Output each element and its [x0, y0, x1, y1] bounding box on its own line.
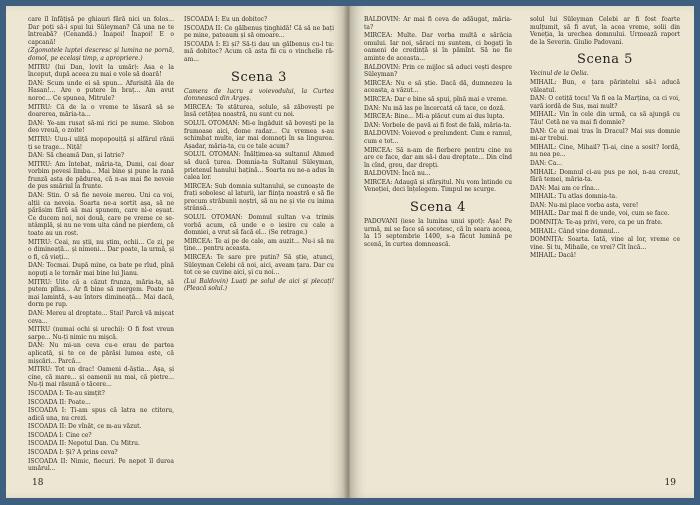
paragraph: (Zgomotele luptei descresc și lumina ne pornă, domol, pe ecelași timp, a apropriere.): [28, 47, 174, 62]
right-page: [350, 6, 694, 498]
paragraph: ISCOADA II: Ce gălbenuș ținghidă! Că să ne bați pe mine, pateaum și să omoare...: [184, 24, 334, 40]
paragraph: DAN: Scum unde ei să spun... Afurisită ăla de Hasan!... Are o putere în braț... Am avut noroc... Ce spunea, Mitrule?: [28, 79, 174, 102]
paragraph: MITRU (lui Dan, lovit la umăr): Asa e la început, după aceea zu mai e vole să doară!: [28, 63, 174, 79]
paragraph: ISCOADA II: De vînăt, ce m-au văzut.: [28, 423, 142, 431]
paragraph: DAN: Nu mi-un ceva cu-e erau de partea aplicată, și te ce de părăsi lumea este, că mișcări... Parcă...: [28, 342, 174, 365]
paragraph: DAN: Mai am ce rîna...: [530, 184, 600, 192]
right-column-2-top: [530, 16, 680, 46]
paragraph: MIHAIL: Dacă!: [530, 252, 577, 260]
paragraph: MIHAIL: Când vine domnul...: [530, 227, 620, 235]
paragraph: MITRU: Ceai, nu știi, nu știm, ochii... Ce zi, pe o dimineață... și nimeni... Dar poate, la urmă, și o fi, că vieți...: [28, 238, 174, 261]
left-column-1: [28, 16, 174, 474]
paragraph: ISCOADA I: Ți-am spus că latra ne ctitoru, adică una, nu crezi.: [28, 407, 174, 422]
paragraph: DAN: Nu mă las pe încercată că tace, ce doză.: [364, 104, 505, 112]
paragraph: DOMNIȚA: Soarta. Iată, vine al lor, vreme ce vine. Și tu, Mihaile, ce vrei? Cît încă...: [530, 236, 680, 251]
paragraph: DAN: O cetiță tocu! Va fi ea la Marțina, ca ci voi, vară iordă de Sus, mai mult?: [530, 95, 680, 110]
paragraph: ISCOADA II: Nimic, fiecuri. Pe nepot îl durea umărul...: [28, 457, 174, 473]
left-column-2: [184, 16, 334, 294]
right-column-1: [364, 16, 512, 249]
right-column-2: [530, 16, 680, 261]
right-column-1-bottom: [364, 218, 512, 248]
paragraph: DAN: Vorbele de pavă ai fi fost de fală, măria-ta.: [364, 121, 512, 129]
page-number-left: 18: [32, 478, 44, 488]
paragraph: BALDOVIN: Voievod e prelundent. Cum e ramul, cum e tot...: [364, 130, 512, 145]
paragraph: DAN: Să cheamă Dan, și Iatrie?: [28, 152, 125, 160]
paragraph: MIRCEA: Te ai pe de cale, am auzit... Nu-i să nu ține... pentru aceasta.: [184, 237, 334, 253]
paragraph: MIRCEA: Te stăturea, solule, să zăbovești pe însă cetățea noastră, nu sunt cu noi.: [184, 103, 334, 119]
paragraph: MIRCEA: Sub domnia sultanului, se cunoaște de frați sobolesc al laturii, iar ființa noastră e să fie precum străbunii noștri, să nu ne și vie cu inima strânsă...: [184, 182, 334, 213]
paragraph: SOLUL OTOMAN: Domnul sultan v-a trimis vorbă acum, că unde e o iesire cu cale a domniei, a vrut să facă el... (Se retrage.): [184, 214, 334, 237]
paragraph: DAN: Stin. O să fie nevoie mereu. Uni ca voi, alții ca nevoia. Soarta ne-a sortit așa, să ne părăsim fără să mai spunem, care ni-e eșuat. Ce ducem noi, noi două, care pe vreme ce se-ntâmplă, și nu ne vom uita când ne pierdem, că toate au un rost.: [28, 192, 174, 238]
paragraph: MIHAIL: Cine, Mihail? Ți-ai, cine a sosit? Iordă, nu nea pe...: [530, 143, 680, 159]
paragraph: MIRCEA: Adaugă și sfârșitul. Nu vom întinde cu Veneției, deci înțelegem. Timpul ne scurge.: [364, 178, 512, 194]
left-column-2-top: [184, 16, 334, 64]
paragraph: Vecinul de la Oelia.: [530, 70, 589, 78]
paragraph: (Lui Baldovin) Luați pe solul de aici și plecați! (Pleacă solul.): [184, 277, 334, 293]
paragraph: BALDOVIN: Încă nu...: [364, 170, 431, 178]
paragraph: MIRCEA: Bine... Mi-a plăcut cum ai dus lupta.: [364, 113, 505, 121]
scene-5-heading: Scena 5: [577, 52, 633, 68]
paragraph: MITRU: Uite că a căzut frunza, măria-ta, să putem plîns... Ar fi bine să mergem. Poate ne mai lamintă, s-au întors dimineață... Mai dacă, dorm pe rup.: [28, 278, 174, 309]
paragraph: ISCOADA I: Eu un dobitoc?: [184, 16, 268, 23]
paragraph: MITRU (numai ochi și urechi): O fi fost vreun sarpe... Nu-ți nimic nu mișcă.: [28, 326, 174, 341]
paragraph: MIRCEA: Dar e bine să spui, pînă mai e vreme.: [364, 95, 508, 103]
paragraph: DAN: Tocmai. După mine, ca bate pe rîud, pînă nopuți a le tornăr mai bine lui Jianu.: [28, 262, 174, 277]
paragraph: MIHAIL: Dar mai fi de unde, voi, cum se face.: [530, 210, 670, 218]
paragraph: DOMNIȚA: Te-aș privi, vere, ca pe un frate.: [530, 219, 663, 227]
paragraph: care îl înfățișă pe ghiauri fără nici un folos... Dar poți să-i spui lui Süleyman? Că una ne te întreabă? (Cenandă.) Înapoi! Înapoi! E o capcană!: [28, 16, 174, 46]
paragraph: MIHAIL: Vin în cele din urmă, ca să ajungă cu Tău! Cetă ne va mai fi domnie?: [530, 111, 680, 126]
paragraph: DAN: Ce ai mai tras în Dracul? Mai sus domnie mi-ar trebui.: [530, 127, 680, 143]
paragraph: MIRCEA: Te sare pre putin? Să știe, atunci, Süleyman Celebi că noi, aici, aveam țara. Dar cu tot ce se cuvine aici, și cu noi...: [184, 254, 334, 277]
page-number-right: 19: [664, 478, 676, 488]
paragraph: MIHAIL: Tu atlas domnia-ta.: [530, 193, 618, 201]
paragraph: ISCOADA I: Cine ce?: [28, 431, 92, 439]
paragraph: DAN: Nu-mi place vorba asta, vere!: [530, 201, 639, 209]
left-column-2-bottom: [184, 88, 334, 293]
right-column-1-top: [364, 16, 512, 194]
paragraph: MITRU: Că de la o vreme te lăsară să se doarerea, măria-ta...: [28, 103, 174, 119]
paragraph: MIRCEA: Să n-am de fierbere pentru cine nu are ce face, dar am să-i dau dreptate... Din cînd în cînd, greu, dar drepți.: [364, 146, 512, 169]
paragraph: solul lui Süleyman Celebi ar fi fost foarte mulțumit, să fi avut, la acea vreme, solii din Veneția, la urechea domnului. Urmează raport de la Severin. Giulio Padovani.: [530, 16, 680, 46]
paragraph: ISCOADA II: Poate...: [28, 398, 91, 406]
paragraph: DAN: Ca...: [530, 159, 562, 167]
paragraph: BALDOVIN: Prin ce mijloc să aduci vești despre Süleyman?: [364, 63, 512, 79]
paragraph: DAN: Ye-am rusat să-mi rici pe nume. Slobon deo vreuă, o zoite!: [28, 119, 174, 135]
paragraph: MIRCEA: Nu e să știe. Dacă dă, dumnezeu la aceasta, a văzut...: [364, 79, 512, 95]
paragraph: SOLUL OTOMAN: Mi-e îngăduit să bovești pe la frumoase aici, dome radar... Cu vremea s-au schimbat multe, iar mai domneți în sa lingurea. Așadar, măria-ta, cu ce tale acum?: [184, 119, 334, 150]
paragraph: BALDOVIN: Ar mai fi ceva de adăugat, măria-ta?: [364, 16, 512, 31]
paragraph: MITRU: Am întebat, măria-ta, Dumi, cai doar vorbim pevesi limba... Mai bine și pune la rană frunză asta de pădurea, că n-as mai fie nevoie de pus smăriul la frunte.: [28, 160, 174, 191]
paragraph: ISCOADA I: Și? A prins ceva?: [28, 449, 118, 457]
paragraph: SOLUL OTOMAN: Înălțimea-sa sultanul Ahmed să ducă țurea. Domnia-ta Sultanul Süleyman, prietenul hanului hațină... Soarta nu ne-a adus în calea lor.: [184, 151, 334, 182]
paragraph: ISCOADA I: Ei și? Să-ți dau un gălbenuș cu-l tu: mă dobitoc? Acum că asta fii cu o vinchelie ră-am...: [184, 40, 334, 63]
paragraph: ISCOADA II: Nepotul Dan. Cu Mitru.: [28, 440, 140, 448]
paragraph: PADOVANI (iese la lumina unui spot): Așa! Pe urmă, mi se face să socotesc, că în seara aceea, la 15 septembrie 1400, s-a făcut lumină pe scenă, în curtea domnească.: [364, 218, 512, 248]
left-page: [6, 6, 346, 498]
paragraph: MIRCEA: Multe. Dar vorba multă e sărăcia omului. Iar noi, săraci nu suntem, ci bogați în oameni de credință și în pămînt. Să ne fie aminte de aceasta...: [364, 32, 512, 62]
paragraph: DAN: Mereu al dreptate... Stai! Parcă vă mișcat ceva...: [28, 309, 174, 325]
scene-3-heading: Scena 3: [231, 69, 287, 85]
scene-4-heading: Scena 4: [410, 200, 466, 216]
paragraph: Camera de lucru a voievodului, la Curtea domnească din Argeș.: [184, 87, 334, 103]
paragraph: MIHAIL: Domnul ci-au pus pe noi, n-au crezut, fără temei, măria-ta.: [530, 168, 680, 184]
paragraph: MITRU: Tot un drac! Oameni d-ăștia... Așa, și cine, că mare... și oamenii nu mai, că pietre... Nu-ți mai răsună o tăcere...: [28, 366, 174, 389]
right-column-2-bottom: [530, 70, 680, 260]
paragraph: MITRU: Uuu-i uliță mopopouiță și alfărul rănii ți se trage... Niță!: [28, 135, 174, 151]
paragraph: MIHAIL: Bun, e țara părintelui să-i aducă văleatul.: [530, 78, 680, 94]
paragraph: ISCOADA I: Te-au simțit?: [28, 389, 105, 397]
